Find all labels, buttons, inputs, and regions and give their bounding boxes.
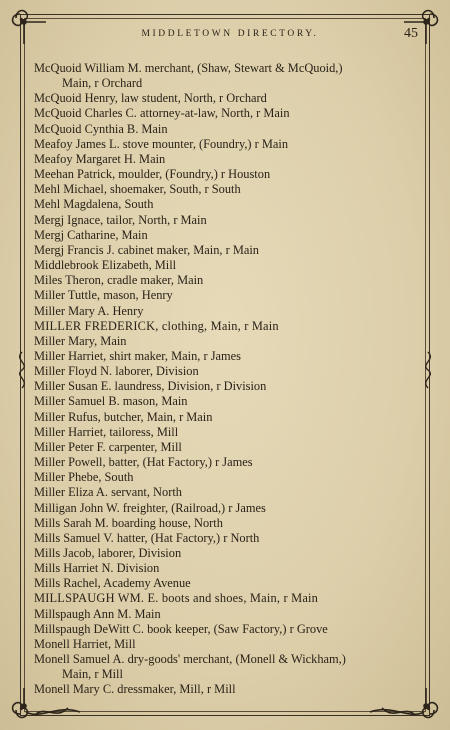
entry-text: Mergj Ignace, tailor, North, r Main: [34, 212, 207, 227]
directory-entry: [34, 455, 422, 470]
entry-text: Miles Theron, cradle maker, Main: [34, 273, 204, 288]
directory-entry: [34, 273, 422, 288]
directory-entry: [34, 546, 422, 561]
entry-text: Miller Mary, Main: [34, 333, 127, 348]
entry-text: Miller Tuttle, mason, Henry: [34, 288, 173, 303]
entry-text: Mergj Francis J. cabinet maker, Main, r Main: [34, 242, 260, 257]
entry-text: Miller Samuel B. mason, Main: [34, 394, 188, 409]
entry-text: Mills Sarah M. boarding house, North: [34, 515, 223, 530]
directory-entry: [34, 349, 422, 364]
entry-continuation: Main, r Orchard: [62, 76, 143, 91]
entry-text: MILLER FREDERICK, clothing, Main, r Main: [34, 318, 279, 333]
entry-text: Millspaugh Ann M. Main: [34, 606, 161, 621]
directory-entry: [34, 122, 422, 137]
entry-text: Mills Jacob, laborer, Division: [34, 546, 182, 560]
running-title: MIDDLETOWN DIRECTORY.: [141, 29, 319, 39]
directory-entry: [34, 182, 422, 197]
entry-text: Miller Rufus, butcher, Main, r Main: [34, 409, 213, 424]
directory-entry: [34, 501, 422, 516]
entry-text: McQuoid William M. merchant, (Shaw, Stewart & McQuoid,): [34, 61, 343, 75]
entry-text: Miller Eliza A. servant, North: [34, 485, 182, 500]
entry-text: Miller Harriet, shirt maker, Main, r James: [34, 348, 241, 363]
entry-text: Miller Phebe, South: [34, 470, 134, 485]
entry-text: Mills Harriet N. Division: [34, 561, 160, 576]
directory-entry: [34, 152, 422, 167]
directory-entry: [34, 304, 422, 319]
entry-text: Millspaugh DeWitt C. book keeper, (Saw Factory,) r Grove: [34, 621, 328, 636]
entry-text: Mergj Catharine, Main: [34, 227, 148, 242]
directory-entry: [34, 531, 422, 546]
directory-entries: [34, 61, 422, 698]
entry-text: Meafoy James L. stove mounter, (Foundry,) r Main: [34, 136, 289, 151]
entry-text: Miller Floyd N. laborer, Division: [34, 364, 199, 379]
entry-text: Middlebrook Elizabeth, Mill: [34, 258, 177, 273]
page-number: 45: [404, 26, 418, 41]
entry-text: Mehl Michael, shoemaker, South, r South: [34, 182, 241, 197]
directory-entry: [34, 364, 422, 379]
entry-text: Mehl Magdalena, South: [34, 197, 154, 212]
entry-text: Monell Mary C. dressmaker, Mill, r Mill: [34, 682, 236, 697]
directory-entry: [34, 167, 422, 182]
entry-text: Meafoy Margaret H. Main: [34, 151, 166, 166]
entry-text: Mills Rachel, Academy Avenue: [34, 576, 191, 591]
directory-entry: [34, 61, 422, 91]
entry-text: Miller Powell, batter, (Hat Factory,) r James: [34, 455, 253, 470]
entry-text: Monell Harriet, Mill: [34, 636, 136, 651]
directory-entry: [34, 258, 422, 273]
entry-text: Miller Harriet, tailoress, Mill: [34, 424, 179, 439]
entry-text: Mills Samuel V. hatter, (Hat Factory,) r North: [34, 530, 260, 545]
directory-entry: [34, 637, 422, 652]
entry-text: Monell Samuel A. dry-goods' merchant, (Monell & Wickham,): [34, 652, 346, 667]
side-ornament-left: [12, 350, 32, 390]
directory-entry: [34, 319, 422, 334]
directory-entry: [34, 440, 422, 455]
directory-entry: [34, 379, 422, 394]
directory-entry: [34, 561, 422, 576]
entry-text: Miller Mary A. Henry: [34, 303, 144, 318]
directory-entry: [34, 682, 422, 697]
directory-entry: [34, 591, 422, 606]
directory-entry: [34, 106, 422, 121]
directory-entry: [34, 576, 422, 591]
directory-entry: [34, 425, 422, 440]
entry-text: McQuoid Cynthia B. Main: [34, 121, 168, 136]
directory-entry: [34, 410, 422, 425]
directory-entry: [34, 394, 422, 409]
entry-text: Miller Susan E. laundress, Division, r Division: [34, 379, 267, 394]
entry-text: Milligan John W. freighter, (Railroad,) r James: [34, 500, 266, 515]
directory-entry: [34, 470, 422, 485]
entry-continuation: Main, r Mill: [62, 667, 123, 682]
directory-entry: [34, 516, 422, 531]
directory-entry: [34, 213, 422, 228]
directory-entry: [34, 334, 422, 349]
directory-entry: [34, 607, 422, 622]
directory-entry: [34, 485, 422, 500]
directory-entry: [34, 622, 422, 637]
directory-entry: [34, 243, 422, 258]
directory-entry: [34, 197, 422, 212]
entry-text: McQuoid Henry, law student, North, r Orchard: [34, 91, 267, 106]
directory-entry: [34, 91, 422, 106]
directory-entry: [34, 288, 422, 303]
directory-entry: [34, 137, 422, 152]
directory-entry: [34, 652, 422, 682]
directory-entry: [34, 228, 422, 243]
entry-text: Miller Peter F. carpenter, Mill: [34, 439, 182, 454]
entry-text: McQuoid Charles C. attorney-at-law, North, r Main: [34, 106, 290, 121]
entry-text: Meehan Patrick, moulder, (Foundry,) r Houston: [34, 167, 271, 182]
page-header: [40, 26, 420, 44]
entry-text: MILLSPAUGH WM. E. boots and shoes, Main, r Main: [34, 591, 319, 606]
